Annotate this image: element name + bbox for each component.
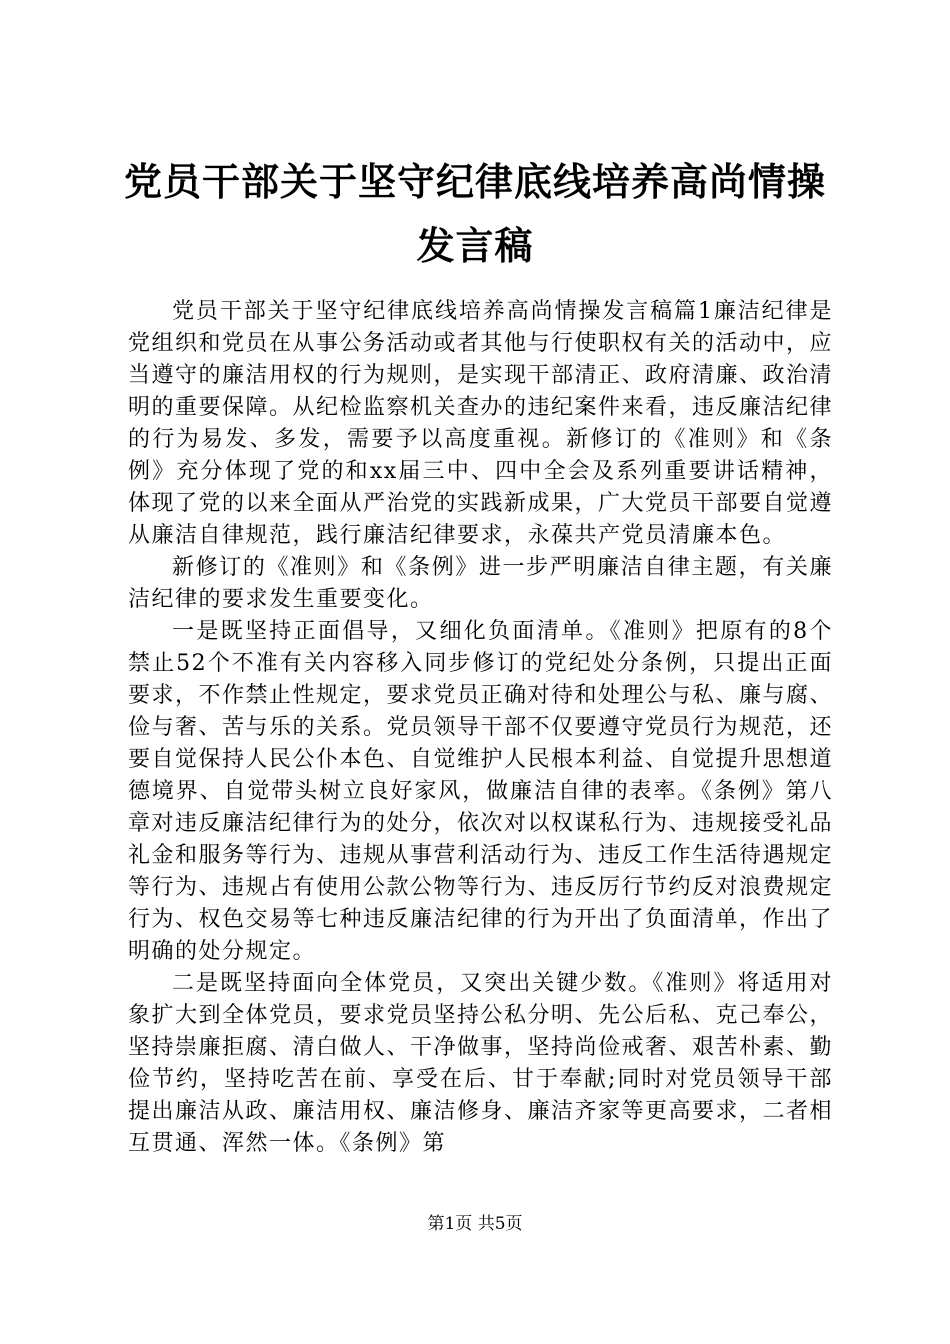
- body-paragraph: 一是既坚持正面倡导，又细化负面清单。《准则》把原有的8个禁止52个不准有关内容移入同步修订的党纪处分条例，只提出正面要求，不作禁止性规定，要求党员正确对待和处理公与私、廉与腐、俭与奢、苦与乐的关系。党员领导干部不仅要遵守党员行为规范，还要自觉保持人民公仆本色、自觉维护人民根本利益、自觉提升思想道德境界、自觉带头树立良好家风，做廉洁自律的表率。《条例》第八章对违反廉洁纪律行为的处分，依次对以权谋私行为、违规接受礼品礼金和服务等行为、违规从事营利活动行为、违反工作生活待遇规定等行为、违规占有使用公款公物等行为、违反厉行节约反对浪费规定行为、权色交易等七种违反廉洁纪律的行为开出了负面清单，作出了明确的处分规定。: [128, 619, 834, 964]
- body-paragraph: 二是既坚持面向全体党员，又突出关键少数。《准则》将适用对象扩大到全体党员，要求党员坚持公私分明、先公后私、克己奉公，坚持崇廉拒腐、清白做人、干净做事，坚持尚俭戒奢、艰苦朴素、勤俭节约，坚持吃苦在前、享受在后、甘于奉献;同时对党员领导干部提出廉洁从政、廉洁用权、廉洁修身、廉洁齐家等更高要求，二者相互贯通、浑然一体。《条例》第: [128, 971, 834, 1156]
- document-title: 党员干部关于坚守纪律底线培养高尚情操发言稿: [123, 160, 826, 268]
- body-paragraph: 党员干部关于坚守纪律底线培养高尚情操发言稿篇1廉洁纪律是党组织和党员在从事公务活动或者其他与行使职权有关的活动中，应当遵守的廉洁用权的行为规则，是实现干部清正、政府清廉、政治清明的重要保障。从纪检监察机关查办的违纪案件来看，违反廉洁纪律的行为易发、多发，需要予以高度重视。新修订的《准则》和《条例》充分体现了党的和xx届三中、四中全会及系列重要讲话精神，体现了党的以来全面从严治党的实践新成果，广大党员干部要自觉遵从廉洁自律规范，践行廉洁纪律要求，永葆共产党员清廉本色。: [128, 299, 834, 548]
- page-number: 第1页 共5页: [427, 1214, 523, 1234]
- page-footer: [0, 1213, 950, 1235]
- body-paragraph: 新修订的《准则》和《条例》进一步严明廉洁自律主题，有关廉洁纪律的要求发生重要变化。: [128, 555, 833, 612]
- document-body: [128, 296, 833, 1160]
